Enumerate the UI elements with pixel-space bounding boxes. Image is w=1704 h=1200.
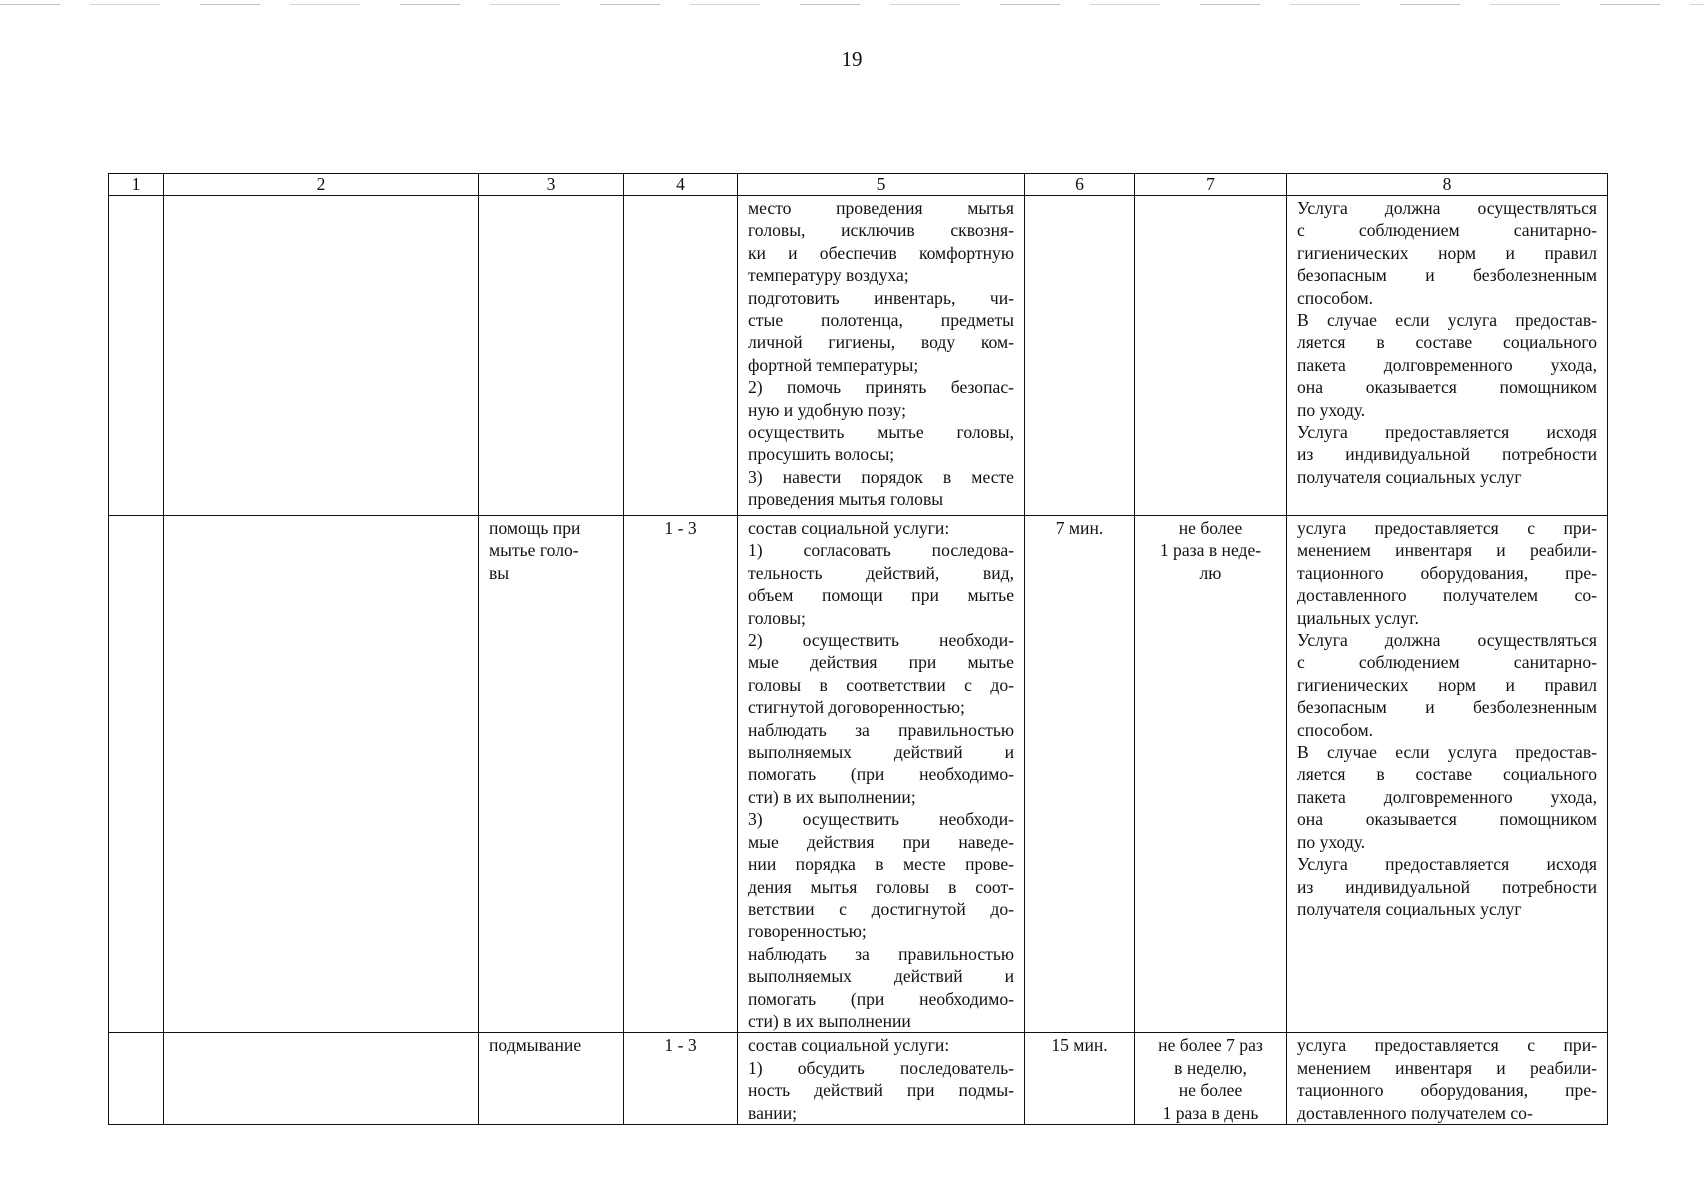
cell-text-line: ляется в составе социального bbox=[1297, 764, 1597, 785]
cell-text-line: головы, исключив сквозня- bbox=[748, 220, 1014, 241]
cell-text-line: мытье голо- bbox=[489, 540, 579, 561]
cell-text-line: ки и обеспечив комфортную bbox=[748, 242, 1014, 263]
service-category-cell bbox=[164, 1033, 479, 1125]
cell-text-line: 1) обсудить последователь- bbox=[748, 1057, 1014, 1078]
cell-text-line: осуществить мытье головы, bbox=[748, 422, 1014, 443]
cell-text-line: ляется в составе социального bbox=[1297, 332, 1597, 353]
cell-text-line: сти) в их выполнении bbox=[748, 1010, 911, 1031]
cell-text-line: объем помощи при мытье bbox=[748, 585, 1014, 606]
cell-text-line: сти) в их выполнении; bbox=[748, 786, 916, 807]
group-cell bbox=[624, 196, 738, 516]
column-header: 1 bbox=[109, 174, 164, 196]
services-table bbox=[108, 173, 1608, 1125]
cell-text-line: 1) согласовать последова- bbox=[748, 540, 1014, 561]
scan-edge-rule bbox=[0, 4, 1704, 5]
cell-text-line: доставленного получателем со- bbox=[1297, 1102, 1533, 1123]
cell-text-line: ность действий при подмы- bbox=[748, 1080, 1014, 1101]
frequency-cell bbox=[1135, 196, 1287, 516]
conditions-cell bbox=[1287, 196, 1608, 516]
cell-text-line: Услуга предоставляется исходя bbox=[1297, 854, 1597, 875]
conditions-cell bbox=[1287, 516, 1608, 1033]
cell-text-line: менением инвентаря и реабили- bbox=[1297, 540, 1597, 561]
cell-text-line: тационного оборудования, пре- bbox=[1297, 1080, 1597, 1101]
cell-text-line: фортной температуры; bbox=[748, 354, 919, 375]
cell-text-line: не более 7 раз bbox=[1158, 1035, 1263, 1056]
column-number-row bbox=[109, 174, 1608, 196]
cell-text-line: тационного оборудования, пре- bbox=[1297, 562, 1597, 583]
column-header: 6 bbox=[1025, 174, 1135, 196]
service-category-cell bbox=[164, 516, 479, 1033]
cell-text-line: по уходу. bbox=[1297, 399, 1366, 420]
cell-text-line: место проведения мытья bbox=[748, 198, 1014, 218]
cell-text-line: 2) осуществить необходи- bbox=[748, 630, 1014, 651]
cell-text-line: с соблюдением санитарно- bbox=[1297, 652, 1597, 673]
cell-text-line: 3) осуществить необходи- bbox=[748, 809, 1014, 830]
duration-cell: 7 мин. bbox=[1025, 516, 1135, 1033]
cell-text-line: личной гигиены, воду ком- bbox=[748, 332, 1014, 353]
cell-text-line: из индивидуальной потребности bbox=[1297, 876, 1597, 897]
duration-cell bbox=[1025, 196, 1135, 516]
duration-cell: 15 мин. bbox=[1025, 1033, 1135, 1125]
cell-text-line: гигиенических норм и правил bbox=[1297, 674, 1597, 695]
cell-text-line: наблюдать за правильностью bbox=[748, 943, 1014, 964]
group-cell: 1 - 3 bbox=[624, 1033, 738, 1125]
cell-text-line: выполняемых действий и bbox=[748, 742, 1014, 763]
cell-text-line: получателя социальных услуг bbox=[1297, 466, 1522, 487]
cell-text-line: 1 раза в день bbox=[1162, 1102, 1259, 1123]
cell-text-line: гигиенических норм и правил bbox=[1297, 242, 1597, 263]
cell-text-line: она оказывается помощником bbox=[1297, 809, 1597, 830]
page-number: 19 bbox=[841, 47, 863, 71]
cell-text-line: выполняемых действий и bbox=[748, 966, 1014, 987]
cell-text-line: услуга предоставляется с при- bbox=[1297, 1035, 1597, 1056]
column-header: 5 bbox=[738, 174, 1025, 196]
cell-text-line: стигнутой договоренностью; bbox=[748, 697, 965, 718]
cell-text-line: Услуга должна осуществляться bbox=[1297, 630, 1597, 651]
cell-text-line: с соблюдением санитарно- bbox=[1297, 220, 1597, 241]
column-header: 4 bbox=[624, 174, 738, 196]
cell-text-line: Услуга предоставляется исходя bbox=[1297, 422, 1597, 443]
cell-text-line: ную и удобную позу; bbox=[748, 399, 906, 420]
cell-text-line: головы; bbox=[748, 607, 806, 628]
column-header: 8 bbox=[1287, 174, 1608, 196]
cell-text-line: В случае если услуга предостав- bbox=[1297, 310, 1597, 331]
cell-text-line: способом. bbox=[1297, 287, 1374, 308]
cell-text-line: помощь при bbox=[489, 518, 581, 538]
cell-text-line: из индивидуальной потребности bbox=[1297, 444, 1597, 465]
service-name-cell bbox=[479, 516, 624, 1033]
cell-text-line: проведения мытья головы bbox=[748, 489, 944, 510]
cell-text-line: наблюдать за правильностью bbox=[748, 719, 1014, 740]
column-header: 3 bbox=[479, 174, 624, 196]
service-content-cell bbox=[738, 1033, 1025, 1125]
cell-text-line: по уходу. bbox=[1297, 831, 1366, 852]
cell-text-line: Услуга должна осуществляться bbox=[1297, 198, 1597, 218]
cell-text-line: помогать (при необходимо- bbox=[748, 988, 1014, 1009]
cell-text-line: не более bbox=[1178, 1080, 1243, 1101]
cell-text-line: мые действия при наведе- bbox=[748, 831, 1014, 852]
frequency-cell bbox=[1135, 516, 1287, 1033]
frequency-cell bbox=[1135, 1033, 1287, 1125]
service-category-cell bbox=[164, 196, 479, 516]
service-content-cell bbox=[738, 196, 1025, 516]
row-number-cell bbox=[109, 196, 164, 516]
cell-text-line: менением инвентаря и реабили- bbox=[1297, 1057, 1597, 1078]
service-content-cell bbox=[738, 516, 1025, 1033]
cell-text-line: подготовить инвентарь, чи- bbox=[748, 287, 1014, 308]
conditions-cell bbox=[1287, 1033, 1608, 1125]
cell-text-line: В случае если услуга предостав- bbox=[1297, 742, 1597, 763]
cell-text-line: получателя социальных услуг bbox=[1297, 898, 1522, 919]
cell-text-line: 2) помочь принять безопас- bbox=[748, 377, 1014, 398]
cell-text-line: нии порядка в месте прове- bbox=[748, 854, 1014, 875]
column-header: 2 bbox=[164, 174, 479, 196]
table-row bbox=[109, 1033, 1608, 1125]
cell-text-line: безопасным и безболезненным bbox=[1297, 265, 1597, 286]
cell-text-line: головы в соответствии с до- bbox=[748, 674, 1014, 695]
cell-text-line: 1 раза в неде- bbox=[1159, 540, 1262, 561]
cell-text-line: способом. bbox=[1297, 719, 1374, 740]
column-header: 7 bbox=[1135, 174, 1287, 196]
cell-text-line: просушить волосы; bbox=[748, 444, 895, 465]
group-cell: 1 - 3 bbox=[624, 516, 738, 1033]
row-number-cell bbox=[109, 516, 164, 1033]
cell-text-line: тельность действий, вид, bbox=[748, 562, 1014, 583]
service-name-cell bbox=[479, 1033, 624, 1125]
cell-text-line: услуга предоставляется с при- bbox=[1297, 518, 1597, 538]
cell-text-line: она оказывается помощником bbox=[1297, 377, 1597, 398]
table-row bbox=[109, 196, 1608, 516]
cell-text-line: дения мытья головы в соот- bbox=[748, 876, 1014, 897]
cell-text-line: стые полотенца, предметы bbox=[748, 310, 1014, 331]
cell-text-line: циальных услуг. bbox=[1297, 607, 1419, 628]
cell-text-line: в неделю, bbox=[1174, 1057, 1247, 1078]
cell-text-line: 3) навести порядок в месте bbox=[748, 466, 1014, 487]
cell-text-line: доставленного получателем со- bbox=[1297, 585, 1597, 606]
row-number-cell bbox=[109, 1033, 164, 1125]
cell-text-line: температуру воздуха; bbox=[748, 265, 909, 286]
cell-text-line: подмывание bbox=[489, 1035, 582, 1056]
cell-text-line: пакета долговременного ухода, bbox=[1297, 354, 1597, 375]
cell-text-line: вы bbox=[489, 562, 510, 583]
table-row bbox=[109, 516, 1608, 1033]
cell-text-line: говоренностью; bbox=[748, 921, 867, 942]
cell-text-line: вании; bbox=[748, 1102, 798, 1123]
cell-text-line: не более bbox=[1178, 518, 1243, 538]
cell-text-line: лю bbox=[1199, 562, 1222, 583]
cell-text-line: состав социальной услуги: bbox=[748, 518, 950, 538]
cell-text-line: состав социальной услуги: bbox=[748, 1035, 950, 1056]
cell-text-line: пакета долговременного ухода, bbox=[1297, 786, 1597, 807]
cell-text-line: помогать (при необходимо- bbox=[748, 764, 1014, 785]
service-name-cell bbox=[479, 196, 624, 516]
cell-text-line: безопасным и безболезненным bbox=[1297, 697, 1597, 718]
cell-text-line: мые действия при мытье bbox=[748, 652, 1014, 673]
cell-text-line: ветствии с достигнутой до- bbox=[748, 898, 1014, 919]
